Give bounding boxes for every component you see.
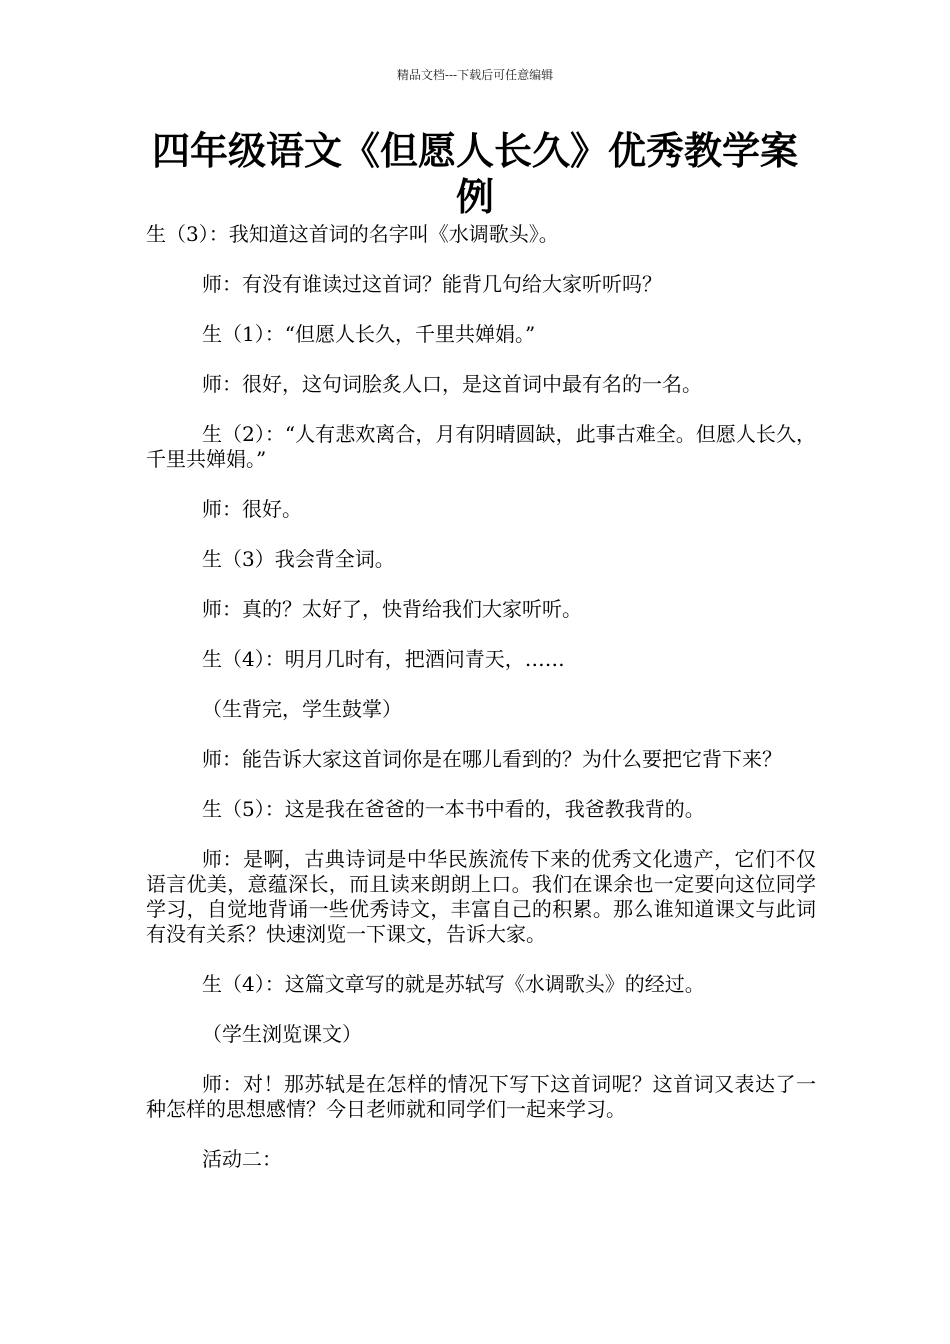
paragraph: （学生浏览课文） bbox=[202, 1022, 362, 1046]
paragraph: 生（5）：这是我在爸爸的一本书中看的，我爸教我背的。 bbox=[202, 797, 705, 821]
header-note: 精品文档---下载后可任意编辑 bbox=[396, 68, 554, 82]
paragraph: 师：很好，这句词脍炙人口，是这首词中最有名的一名。 bbox=[202, 372, 702, 396]
paragraph: （生背完，学生鼓掌） bbox=[202, 697, 402, 721]
paragraph: 生（3）我会背全词。 bbox=[202, 547, 395, 571]
paragraph: 师：有没有谁读过这首词？能背几句给大家听听吗？ bbox=[202, 272, 662, 296]
document-body bbox=[146, 222, 816, 1197]
paragraph: 师：对！那苏轼是在怎样的情况下写下这首词呢？这首词又表达了一种怎样的思想感情？今日老师就和同学们一起来学习。 bbox=[146, 1072, 816, 1121]
paragraph: 生（2）：“人有悲欢离合，月有阴晴圆缺，此事古难全。但愿人长久，千里共婵娟。” bbox=[146, 422, 816, 471]
paragraph: 生（3）：我知道这首词的名字叫《水调歌头》。 bbox=[146, 222, 559, 246]
paragraph: 师：真的？太好了，快背给我们大家听听。 bbox=[202, 597, 582, 621]
paragraph: 生（4）：明月几时有，把酒问青天，…… bbox=[202, 647, 565, 671]
document-title: 四年级语文《但愿人长久》优秀教学案例 bbox=[151, 128, 798, 219]
paragraph: 师：是啊，古典诗词是中华民族流传下来的优秀文化遗产，它们不仅语言优美，意蕴深长，而且读来朗朗上口。我们在课余也一定要向这位同学学习，自觉地背诵一些优秀诗文，丰富自己的积累。那么谁知道课文与此词有没有关系？快速浏览一下课文，告诉大家。 bbox=[146, 847, 816, 946]
paragraph: 师：很好。 bbox=[202, 497, 302, 521]
paragraph: 生（1）：“但愿人长久，千里共婵娟。” bbox=[202, 322, 536, 346]
paragraph: 活动二： bbox=[202, 1147, 282, 1171]
paragraph: 生（4）：这篇文章写的就是苏轼写《水调歌头》的经过。 bbox=[202, 972, 705, 996]
paragraph: 师：能告诉大家这首词你是在哪儿看到的？为什么要把它背下来？ bbox=[202, 747, 782, 771]
